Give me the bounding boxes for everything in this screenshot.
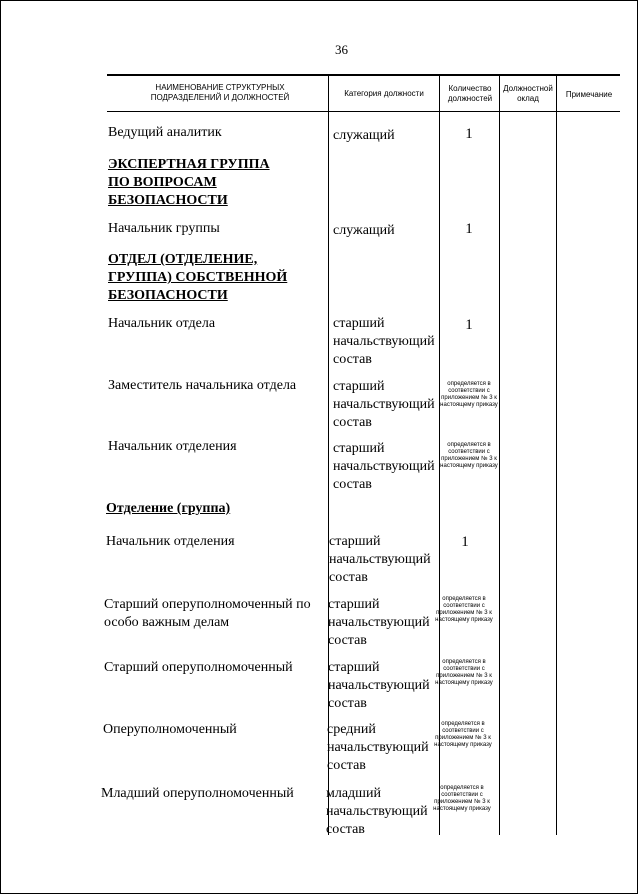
row-name: Начальник отделения [108,439,237,454]
header-name: НАИМЕНОВАНИЕ СТРУКТУРНЫХ ПОДРАЗДЕЛЕНИЙ И ДОЛЖНОСТЕЙ [150,83,290,102]
row-quantity: 1 [465,221,473,237]
table-top-line [107,74,620,76]
row-category: старший начальствующий состав [329,534,431,585]
row-name: Младший оперуполномоченный [101,786,294,801]
row-name: Начальник группы [108,221,220,236]
row-name: Начальник отделения [106,534,235,549]
row-category: средний начальствующий состав [327,722,429,773]
row-name: Ведущий аналитик [108,125,222,140]
row-quantity: определяется в соответствии с приложением № 3 к настоящему приказу [440,442,498,469]
header-note: Примечание [565,90,613,99]
row-category: служащий [333,223,395,238]
row-name: Оперуполномоченный [103,722,237,737]
row-name: Старший оперуполномоченный [104,660,293,675]
row-category: старший начальствующий состав [328,597,430,648]
row-quantity: определяется в соответствии с приложением № 3 к настоящему приказу [435,596,493,623]
row-quantity: 1 [465,317,473,333]
row-quantity: определяется в соответствии с приложением № 3 к настоящему приказу [435,659,493,686]
row-category: старший начальствующий состав [333,441,435,492]
row-name: Заместитель начальника отдела [108,378,297,393]
row-quantity: определяется в соответствии с приложением № 3 к настоящему приказу [434,721,492,748]
row-quantity: 1 [465,126,473,142]
row-category: младший начальствующий состав [326,786,428,837]
row-quantity: определяется в соответствии с приложением № 3 к настоящему приказу [433,785,491,812]
header-salary: Должностной оклад [503,84,553,103]
row-category: старший начальствующий состав [333,316,435,367]
row-category: служащий [333,128,395,143]
header-category: Категория должности [344,89,424,98]
row-quantity: 1 [461,534,469,550]
section-heading: ОТДЕЛ (ОТДЕЛЕНИЕ, ГРУППА) СОБСТВЕННОЙ БЕЗОПАСНОСТИ [108,252,288,303]
row-category: старший начальствующий состав [328,660,430,711]
row-name: Начальник отдела [108,316,216,331]
row-category: старший начальствующий состав [333,379,435,430]
row-name: Старший оперуполномоченный по особо важным делам [104,597,311,630]
section-heading: ЭКСПЕРТНАЯ ГРУППА ПО ВОПРОСАМ БЕЗОПАСНОСТИ [108,157,270,208]
section-heading: Отделение (группа) [106,501,231,516]
header-quantity: Количество должностей [447,84,493,103]
col-divider-4 [556,75,557,835]
table-header-bottom-line [107,111,620,112]
page-number: 36 [335,42,348,57]
col-divider-3 [499,75,500,835]
row-quantity: определяется в соответствии с приложением № 3 к настоящему приказу [440,381,498,408]
